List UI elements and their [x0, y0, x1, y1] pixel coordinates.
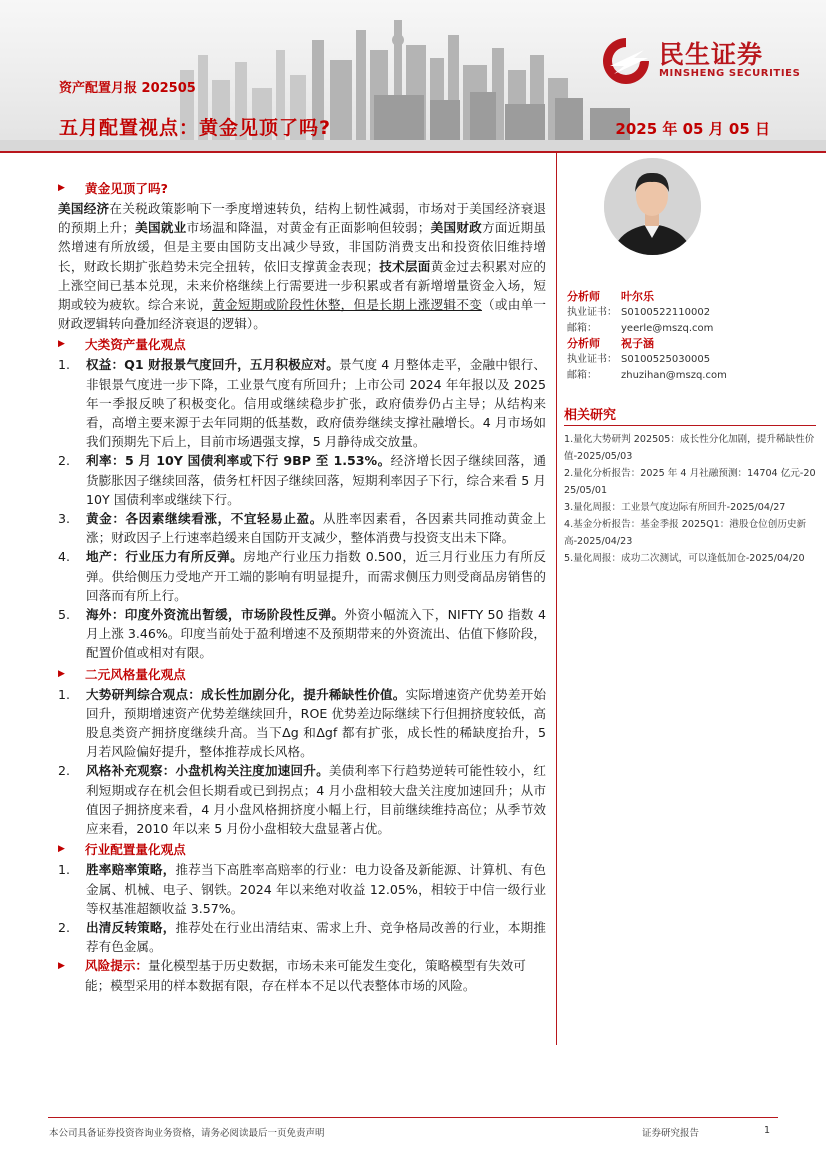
item-number: 5. [58, 607, 71, 623]
item-number: 1. [58, 686, 71, 702]
logo-chinese-text: 民生证券 [659, 40, 764, 69]
paragraph-text: 在关税政策影响下一季度增速转负，结构上韧性减弱，市场对于美国经济衰退的预期上升； [58, 201, 547, 236]
section-heading-style [58, 665, 546, 684]
bold-term: 技术层面 [378, 258, 431, 274]
related-research [564, 404, 816, 567]
list-item [58, 355, 546, 451]
cert-label: 执业证书： [567, 306, 617, 318]
item-lead: 地产：行业压力有所反弹。 [86, 549, 244, 565]
analyst-name-row [567, 289, 817, 305]
related-research-title: 相关研究 [564, 404, 816, 426]
item-number: 1. [58, 357, 71, 373]
email-address: yeerle@mszq.com [621, 322, 714, 334]
column-divider [556, 153, 557, 1045]
item-body: 外资小幅流入下，NIFTY 50 指数 4 月上涨 3.46%。印度当前处于盈利增速不及预期带来的外资流出、估值下修阶段，配置价值或相对有限。 [86, 607, 546, 661]
item-lead: 海外：印度外资流出暂缓，市场阶段性反弹。 [86, 607, 345, 623]
item-body: 房地产行业压力指数 0.500，近三月行业压力有所反弹。供给侧压力受地产开工端的影响有明显提升，而需求侧压力则受商品房销售的回落而有所上行。 [86, 549, 547, 603]
item-text [86, 451, 546, 509]
list-item [58, 547, 546, 605]
footer-report-type: 证券研究报告 [642, 1128, 700, 1139]
analyst-role: 分析师 [567, 337, 600, 351]
item-text [86, 918, 546, 956]
header-divider [0, 151, 826, 153]
section-heading-text: 黄金见顶了吗? [85, 180, 168, 196]
risk-label: 风险提示： [85, 958, 148, 974]
email-address: zhuzihan@mszq.com [621, 369, 727, 381]
arrow-right-icon: ▶ [58, 182, 65, 193]
section-heading-text: 行业配置量化观点 [85, 842, 186, 858]
underlined-conclusion: 黄金短期或阶段性休整，但是长期上涨逻辑不变 [212, 297, 483, 313]
item-lead: 利率：5 月 10Y 国债利率或下行 9BP 至 1.53%。 [86, 453, 391, 469]
section-heading-gold [58, 179, 546, 198]
analyst-name: 祝子涵 [621, 337, 654, 351]
risk-text [85, 956, 546, 994]
main-content [58, 177, 546, 995]
item-body: 推荐当下高胜率高赔率的行业：电力设备及新能源、计算机、有色金属、机械、电子、钢铁。2024 年以来绝对收益 12.05%，相较于中信一级行业等权基准超额收益 3.57%。 [86, 862, 547, 916]
minsheng-logo [600, 36, 810, 86]
item-lead: 胜率赔率策略， [86, 862, 176, 878]
list-item [58, 605, 546, 663]
report-date: 2025 年 05 月 05 日 [615, 120, 770, 138]
report-title: 五月配置视点：黄金见顶了吗? [59, 117, 332, 139]
footer-disclaimer: 本公司具备证券投资咨询业务资格，请务必阅读最后一页免责声明 [49, 1128, 325, 1139]
paragraph-text: （或由单一财政逻辑转向叠加经济衰退的逻辑）。 [58, 297, 547, 332]
bold-term: 美国就业 [134, 220, 187, 236]
analyst-photo [604, 158, 701, 255]
item-lead: 权益：Q1 财报景气度回升，五月积极应对。 [86, 357, 339, 373]
item-body: 推荐处在行业出清结束、需求上升、竞争格局改善的行业，本期推荐有色金属。 [86, 919, 547, 955]
analyst-cert-row [567, 305, 817, 321]
item-text [86, 761, 546, 838]
item-text [86, 605, 546, 663]
related-research-list [564, 431, 816, 567]
item-number: 4. [58, 549, 71, 565]
item-lead: 黄金：各因素继续看涨，不宜轻易止盈。 [86, 511, 323, 527]
section-heading-asset [58, 335, 546, 354]
cert-number: S0100522110002 [621, 306, 711, 318]
item-text [86, 860, 546, 918]
analyst-name: 叶尔乐 [621, 290, 654, 303]
analyst-email-row [567, 321, 817, 337]
paragraph-text: 市场温和降温，对黄金有正面影响但较弱； [186, 220, 431, 236]
analyst-email-row [567, 368, 817, 384]
analyst-role: 分析师 [567, 290, 600, 303]
paragraph-text: 黄金过去积累对应的上涨空间已基本兑现，未来价格继续上行需要进一步积累或者有新增增量资金入场，短期或较为疲软。综合来说， [58, 258, 547, 313]
item-body: 经济增长因子继续回落，通货膨胀因子继续回落，债务杠杆因子继续回落，短期利率因子下行，综合来看 5 月 10Y 国债利率或继续下行。 [86, 453, 547, 507]
bold-term: 美国经济 [58, 201, 110, 216]
section-heading-industry [58, 840, 546, 859]
minsheng-logo-mark-icon [600, 36, 652, 86]
related-research-item[interactable]: 3.量化周报：工业景气度边际有所回升-2025/04/27 [564, 502, 786, 513]
related-research-item[interactable]: 2.量化分析报告：2025 年 4 月社融预测：14704 亿元-2025/05/01 [564, 468, 816, 496]
list-item [58, 509, 546, 547]
analyst-name-row [567, 336, 817, 352]
item-lead: 出清反转策略， [86, 919, 176, 935]
footer-divider [48, 1117, 778, 1118]
section-heading-text: 大类资产量化观点 [85, 337, 186, 353]
list-item [58, 918, 546, 956]
item-lead: 大势研判综合观点：成长性加剧分化，提升稀缺性价值。 [86, 686, 406, 702]
item-number: 3. [58, 511, 71, 527]
risk-body: 量化模型基于历史数据，市场未来可能发生变化，策略模型有失效可能；模型采用的样本数据有限，存在样本不足以代表整体市场的风险。 [85, 958, 526, 993]
item-number: 2. [58, 763, 71, 779]
list-item [58, 860, 546, 918]
item-lead: 风格补充观察：小盘机构关注度加速回升。 [86, 763, 329, 779]
related-research-item[interactable]: 4.基金分析报告：基金季报 2025Q1：港股仓位创历史新高-2025/04/23 [564, 519, 807, 547]
list-item [58, 685, 546, 762]
report-series-label: 资产配置月报 202505 [59, 81, 196, 96]
item-text [86, 547, 546, 605]
list-item [58, 761, 546, 838]
item-text [86, 355, 546, 451]
related-research-item[interactable]: 1.量化大势研判 202505：成长性分化加剧，提升稀缺性价值-2025/05/03 [564, 434, 815, 462]
item-body: 景气度 4 月整体走平，金融中银行、非银景气度进一步下降，工业景气度有所回升；上市公司 2024 年年报以及 2025 年一季报反映了积极变化。信用或继续稳步扩张，政府债券仍占主导；从结构来看，高增主要来源于去年同期的低基数，政府债券继续支撑社融增长。4 月市场如我们预期先下后上，目前市场遇强支撑，5 月静待成交放量。 [86, 357, 546, 450]
analyst-portrait-image [604, 158, 701, 255]
item-text [86, 509, 546, 547]
item-number: 2. [58, 453, 71, 469]
page-number: 1 [764, 1125, 771, 1136]
logo-english-text: MINSHENG SECURITIES [659, 68, 801, 79]
risk-warning [58, 956, 546, 994]
bold-term: 美国财政 [430, 220, 483, 236]
paragraph-text: 方面近期虽然增速有所放缓，但是主要由国防支出减少导致，非国防消费支出和投资依旧维持增长，财政长期扩张趋势未完全扭转，依旧支撑黄金表现； [58, 220, 547, 274]
item-number: 2. [58, 919, 71, 935]
analyst-info [567, 289, 817, 384]
email-label: 邮箱： [567, 322, 597, 334]
arrow-right-icon: ▶ [58, 844, 65, 855]
gold-summary-paragraph [58, 199, 546, 333]
email-label: 邮箱： [567, 369, 597, 381]
related-research-item[interactable]: 5.量化周报：成功二次测试，可以逢低加仓-2025/04/20 [564, 553, 805, 564]
arrow-right-icon: ▶ [58, 961, 65, 972]
arrow-right-icon: ▶ [58, 339, 65, 350]
cert-number: S0100525030005 [621, 354, 711, 366]
list-item [58, 451, 546, 509]
cert-label: 执业证书： [567, 354, 617, 366]
item-body: 实际增速资产优势差开始回升，预期增速资产优势差继续回升，ROE 优势差边际继续下行但拥挤度较低，高股息类资产拥挤度继续升高。当下Δg 和Δgf 都有扩张，成长性的稀缺度抬升，5 月若风险偏好提升，整体推荐成长风格。 [86, 686, 547, 760]
item-body: 美债利率下行趋势逆转可能性较小，红利短期或存在机会但长期看或已到拐点；4 月小盘相较大盘关注度加速回升；从市值因子拥挤度来看，4 月小盘风格拥挤度小幅上行，目前继续维持高位；从季节效应来看，2010 年以来 5 月份小盘相较大盘显著占优。 [86, 763, 547, 837]
arrow-right-icon: ▶ [58, 668, 65, 679]
item-body: 从胜率因素看，各因素共同推动黄金上涨；财政因子上行速率趋缓来自国防开支减少，整体消费与投资支出未下降。 [86, 511, 547, 546]
item-number: 1. [58, 862, 71, 878]
analyst-cert-row [567, 352, 817, 368]
section-heading-text: 二元风格量化观点 [85, 666, 186, 682]
item-text [86, 685, 546, 762]
